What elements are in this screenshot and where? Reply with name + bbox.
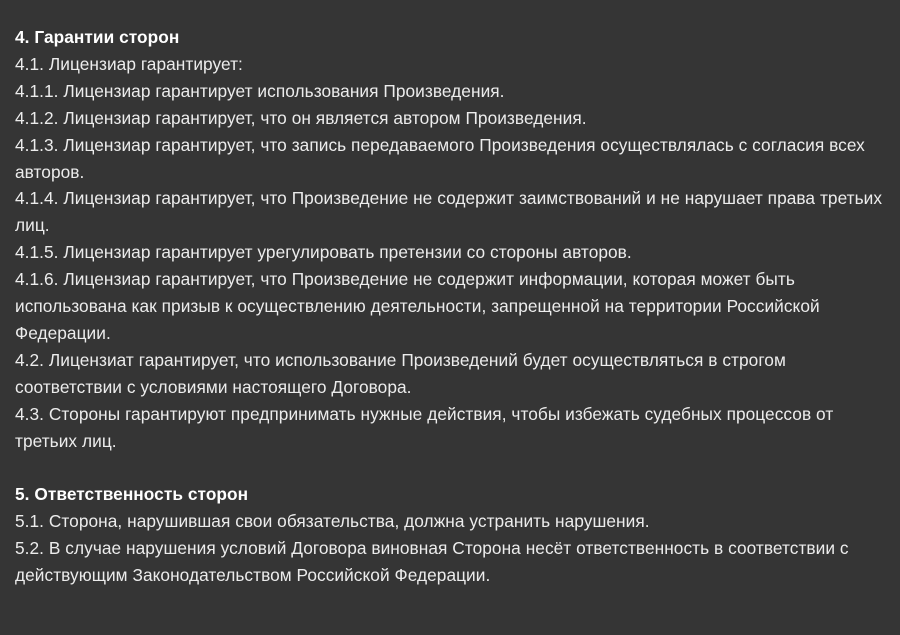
clause-4-1-3: 4.1.3. Лицензиар гарантирует, что запись передаваемого Произведения осуществлялась с согласия всех авторов. <box>15 134 865 182</box>
clause-4-3: 4.3. Стороны гарантируют предпринимать нужные действия, чтобы избежать судебных процессов от третьих лиц. <box>15 403 834 451</box>
clause-4-1-6: 4.1.6. Лицензиар гарантирует, что Произведение не содержит информации, которая может быть использована как призыв к осуществлению деятельности, запрещенной на территории Российской Федерации. <box>15 269 820 343</box>
clause-4-1-5: 4.1.5. Лицензиар гарантирует урегулировать претензии со стороны авторов. <box>15 242 632 263</box>
clause-4-1: 4.1. Лицензиар гарантирует: <box>15 53 243 74</box>
clause-4-1-4: 4.1.4. Лицензиар гарантирует, что Произведение не содержит заимствований и не нарушает права третьих лиц. <box>15 188 883 236</box>
section-spacer <box>15 455 885 482</box>
section-title: 5. Ответственность сторон <box>15 484 249 505</box>
document-body <box>15 24 885 589</box>
section-guarantees <box>15 24 885 455</box>
clause-4-1-1: 4.1.1. Лицензиар гарантирует использования Произведения. <box>15 80 505 101</box>
clause-5-1: 5.1. Сторона, нарушившая свои обязательства, должна устранить нарушения. <box>15 511 650 532</box>
clause-4-2: 4.2. Лицензиат гарантирует, что использование Произведений будет осуществляться в строгом соответствии с условиями настоящего Договора. <box>15 349 786 397</box>
section-responsibility <box>15 481 885 589</box>
clause-5-2: 5.2. В случае нарушения условий Договора виновная Сторона несёт ответственность в соответствии с действующим Законодательством Российской Федерации. <box>15 538 849 586</box>
section-title: 4. Гарантии сторон <box>15 27 180 47</box>
clause-4-1-2: 4.1.2. Лицензиар гарантирует, что он является автором Произведения. <box>15 107 587 128</box>
